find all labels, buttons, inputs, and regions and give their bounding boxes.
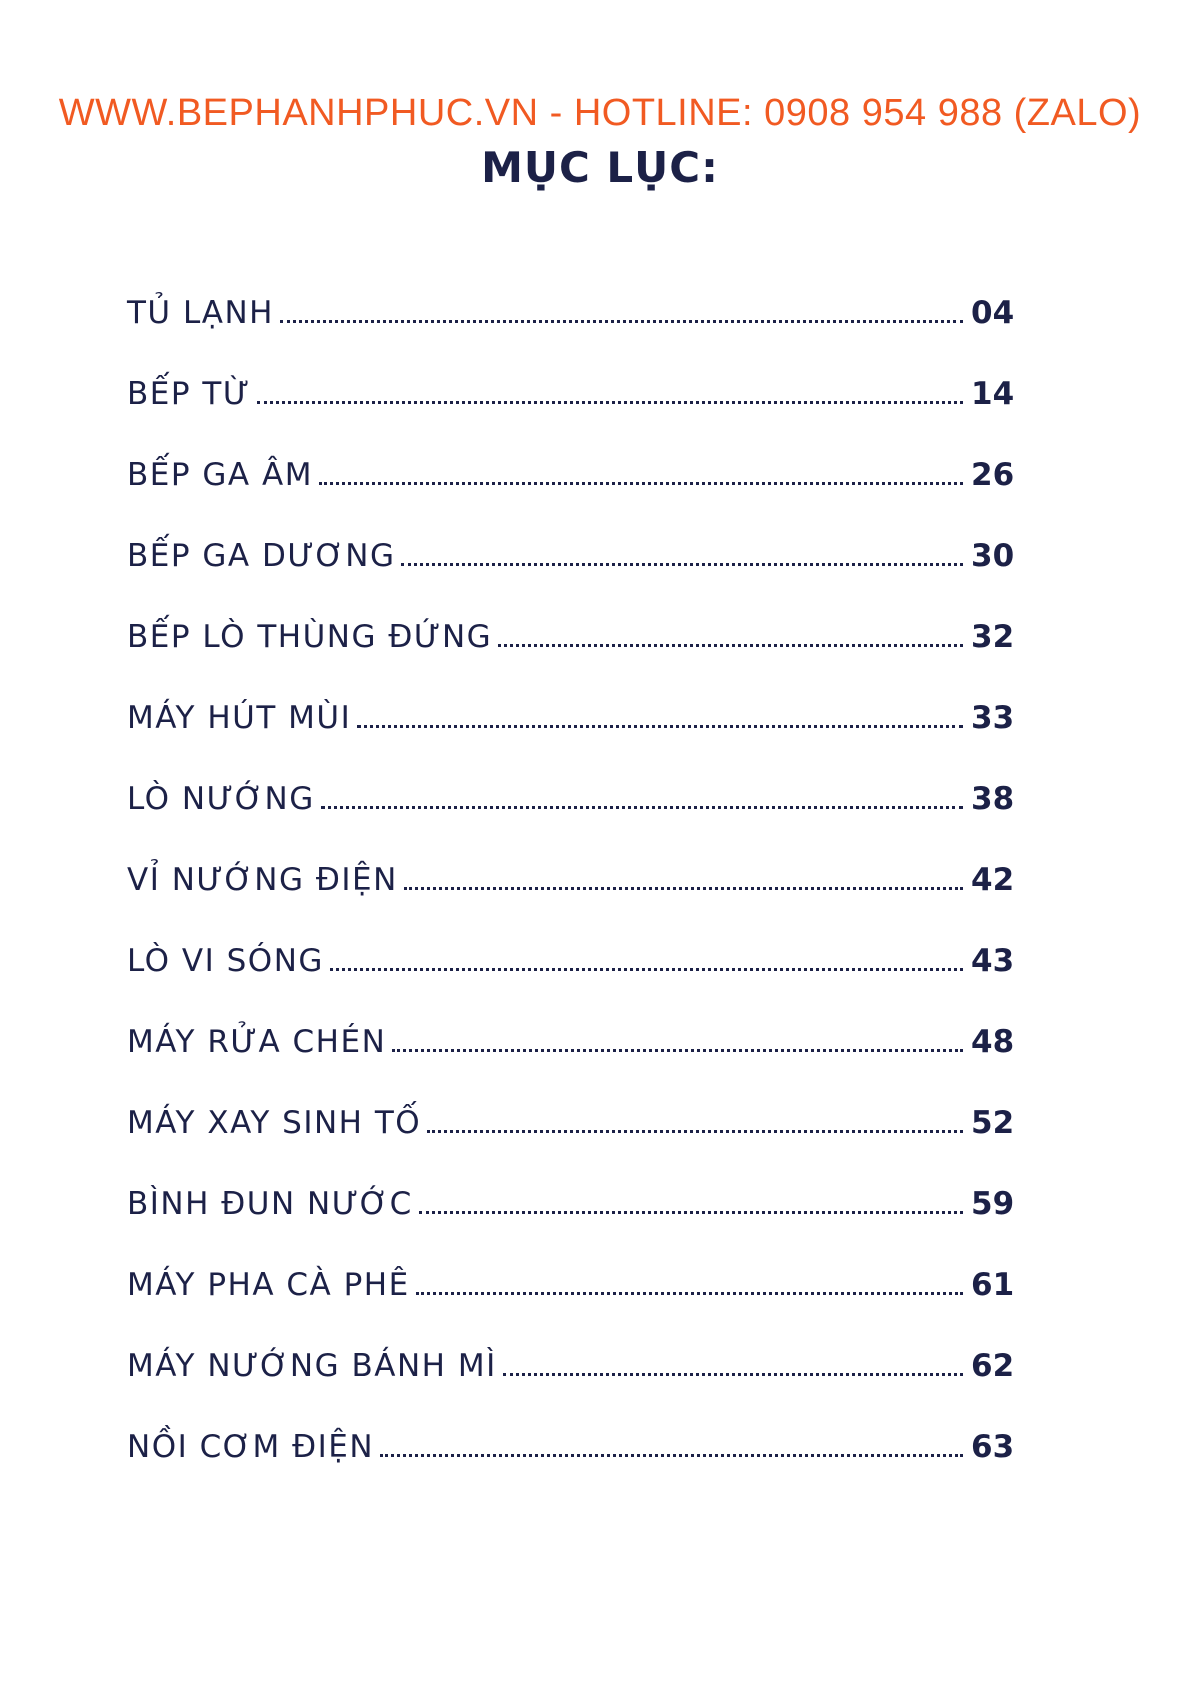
toc-entry-title: LÒ VI SÓNG [127,943,324,979]
dot-leader [357,724,963,728]
dot-leader [330,967,963,971]
toc-entry-may-pha-ca-phe[interactable] [127,1267,1017,1348]
toc-entry-page: 48 [971,1024,1015,1060]
toc-entry-noi-com-dien[interactable] [127,1429,1017,1510]
toc-entry-page: 61 [971,1267,1015,1303]
toc-entry-title: MÁY HÚT MÙI [127,700,352,736]
toc-entry-title: BẾP GA DƯƠNG [127,538,396,574]
toc-entry-vi-nuong-dien[interactable] [127,862,1017,943]
dot-leader [419,1210,963,1214]
dot-leader [427,1129,963,1133]
toc-entry-title: BẾP GA ÂM [127,457,313,493]
toc-entry-title: BẾP TỪ [127,376,251,412]
dot-leader [280,319,963,323]
toc-entry-page: 59 [971,1186,1015,1222]
toc-entry-title: BÌNH ĐUN NƯỚC [127,1186,413,1222]
dot-leader [503,1372,963,1376]
dot-leader [498,643,963,647]
toc-entry-page: 33 [971,700,1015,736]
toc-entry-page: 04 [971,295,1015,331]
toc-entry-title: NỒI CƠM ĐIỆN [127,1429,375,1465]
toc-entry-page: 26 [971,457,1015,493]
toc-entry-title: TỦ LẠNH [127,295,274,331]
dot-leader [404,886,963,890]
toc-entry-page: 63 [971,1429,1015,1465]
toc-entry-may-hut-mui[interactable] [127,700,1017,781]
toc-entry-page: 43 [971,943,1015,979]
toc-entry-page: 62 [971,1348,1015,1384]
toc-entry-bep-ga-am[interactable] [127,457,1017,538]
toc-entry-bep-tu[interactable] [127,376,1017,457]
dot-leader [321,805,963,809]
toc-entry-title: MÁY NƯỚNG BÁNH MÌ [127,1348,497,1384]
toc-entry-may-xay-sinh-to[interactable] [127,1105,1017,1186]
toc-entry-page: 32 [971,619,1015,655]
dot-leader [401,562,963,566]
toc-entry-title: LÒ NƯỚNG [127,781,315,817]
toc-entry-title: MÁY XAY SINH TỐ [127,1105,422,1141]
website-hotline-banner[interactable]: WWW.BEPHANHPHUC.VN - HOTLINE: 0908 954 988 (ZALO) [58,92,1142,134]
toc-entry-lo-nuong[interactable] [127,781,1017,862]
dot-leader [380,1453,963,1457]
toc-entry-tu-lanh[interactable] [127,295,1017,376]
toc-entry-page: 30 [971,538,1015,574]
toc-entry-page: 42 [971,862,1015,898]
toc-entry-page: 52 [971,1105,1015,1141]
dot-leader [392,1048,963,1052]
dot-leader [319,481,963,485]
toc-entry-binh-dun-nuoc[interactable] [127,1186,1017,1267]
toc-entry-title: BẾP LÒ THÙNG ĐỨNG [127,619,493,655]
toc-entry-title: VỈ NƯỚNG ĐIỆN [127,862,398,898]
toc-entry-bep-lo-thung-dung[interactable] [127,619,1017,700]
toc-entry-may-rua-chen[interactable] [127,1024,1017,1105]
page-title: MỤC LỤC: [481,143,719,192]
toc-entry-bep-ga-duong[interactable] [127,538,1017,619]
toc-entry-may-nuong-banh-mi[interactable] [127,1348,1017,1429]
toc-entry-title: MÁY RỬA CHÉN [127,1024,387,1060]
dot-leader [416,1291,963,1295]
toc-entry-title: MÁY PHA CÀ PHÊ [127,1267,410,1303]
dot-leader [257,400,963,404]
table-of-contents [127,295,1017,1510]
toc-entry-page: 38 [971,781,1015,817]
toc-entry-page: 14 [971,376,1015,412]
toc-entry-lo-vi-song[interactable] [127,943,1017,1024]
